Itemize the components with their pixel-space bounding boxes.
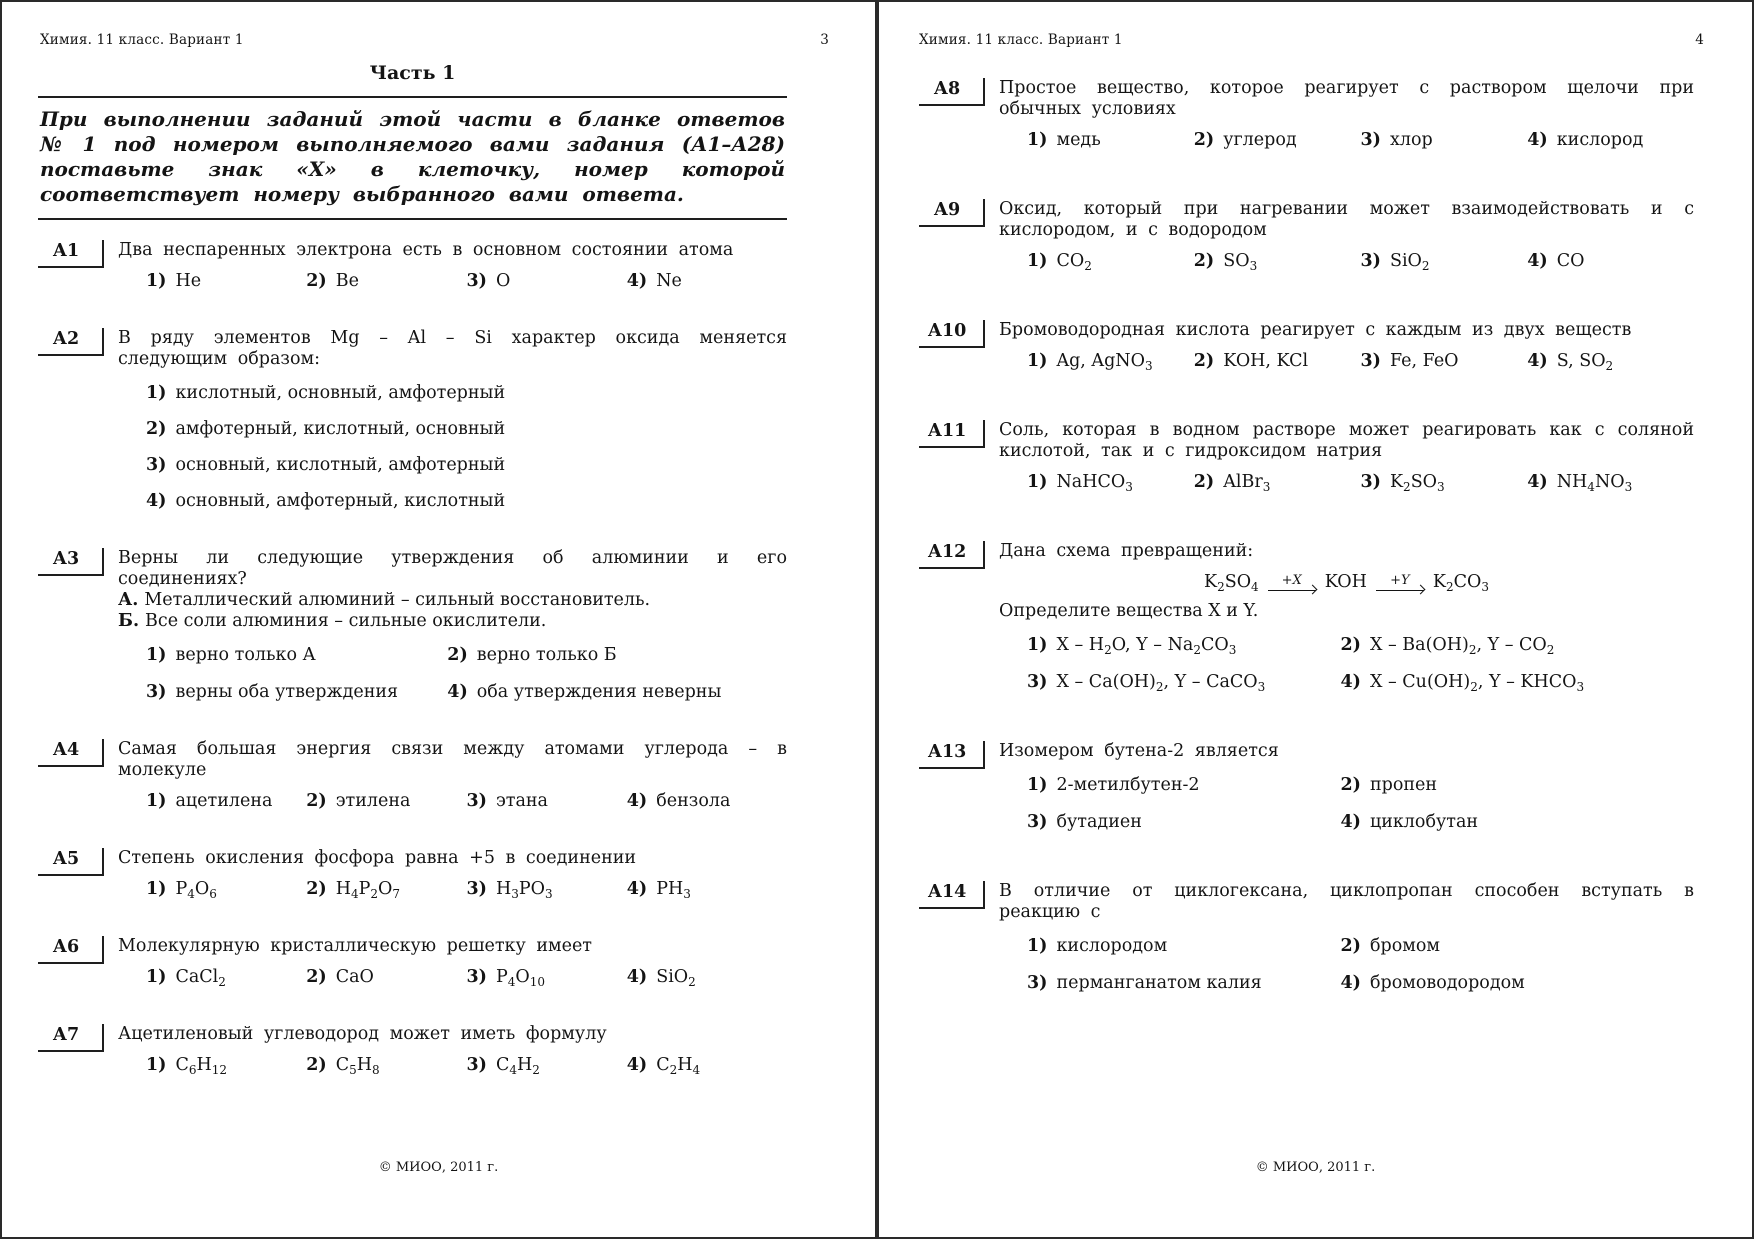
- question-stem: Степень окисления фосфора равна +5 в соединении: [118, 848, 637, 868]
- option-number: 4): [447, 682, 468, 702]
- right-arrow-icon: [1268, 590, 1316, 591]
- options: [118, 967, 787, 988]
- option-text: CO: [1556, 251, 1585, 271]
- option-text: ацетилена: [175, 791, 273, 811]
- question-stem: Соль, которая в водном растворе может реагировать как с соляной кислотой, так и с гидроксидом натрия: [999, 420, 1694, 461]
- option-2: [447, 645, 787, 666]
- question-body: [985, 199, 1694, 272]
- option-text: AlBr$_3$: [1223, 472, 1271, 494]
- options: [999, 936, 1694, 994]
- option-2: [1340, 635, 1694, 656]
- option-text: циклобутан: [1369, 812, 1479, 832]
- question-stem: Дана схема превращений:: [999, 541, 1254, 561]
- option-4: [627, 271, 787, 292]
- options: [118, 271, 787, 292]
- option-text: этана: [495, 791, 548, 811]
- option-text: $SO_3$: [1223, 251, 1258, 273]
- question-number: А1: [38, 240, 104, 268]
- page-content: [2, 62, 875, 1112]
- option-4: [146, 491, 787, 512]
- option-text: $C_6H_{12}$: [175, 1055, 228, 1077]
- option-number: 1): [1027, 130, 1048, 150]
- option-4: [1527, 351, 1694, 372]
- part-title: Часть 1: [369, 62, 456, 84]
- option-text: X – $Cu(OH)_2$, Y – $KHCO_3$: [1369, 672, 1585, 694]
- option-text: медь: [1056, 130, 1101, 150]
- option-number: 2): [146, 419, 167, 439]
- option-text: кислотный, основный, амфотерный: [175, 383, 506, 403]
- question-body: [104, 240, 787, 292]
- option-text: Ag, AgNO$_3$: [1056, 351, 1153, 373]
- questions-column-left: [38, 240, 787, 1076]
- option-4: [1527, 251, 1694, 272]
- right-arrow-icon: [1376, 590, 1424, 591]
- option-3: [1027, 812, 1340, 833]
- question-number: А6: [38, 936, 104, 964]
- option-2: [146, 419, 787, 440]
- option-text: $K_2SO_3$: [1389, 472, 1445, 494]
- option-number: 1): [146, 1055, 167, 1075]
- option-number: 3): [1360, 351, 1381, 371]
- question-number: А8: [919, 78, 985, 106]
- option-2: [306, 879, 466, 900]
- question-number: А10: [919, 320, 985, 348]
- option-text: бромом: [1369, 936, 1440, 956]
- page-footer: © МИОО, 2011 г.: [378, 1160, 499, 1175]
- option-text: NaHCO$_3$: [1056, 472, 1133, 494]
- option-text: бензола: [656, 791, 731, 811]
- options: [118, 1055, 787, 1076]
- option-text: $H_3PO_3$: [495, 879, 553, 901]
- option-number: 4): [1340, 812, 1361, 832]
- option-number: 4): [146, 491, 167, 511]
- question-а10: [919, 320, 1694, 372]
- option-2: [1194, 251, 1361, 272]
- question-body: [985, 420, 1694, 493]
- option-number: 3): [1027, 672, 1048, 692]
- options: [999, 472, 1694, 493]
- statement: [118, 590, 787, 611]
- arrow-label-2: +Y: [1390, 573, 1410, 588]
- option-3: [467, 791, 627, 812]
- option-number: 1): [146, 271, 167, 291]
- question-body: [104, 548, 787, 703]
- option-text: O: [495, 271, 511, 291]
- option-text: перманганатом калия: [1056, 973, 1262, 993]
- scheme-product: $K_2CO_3$: [1432, 572, 1490, 594]
- option-number: 4): [626, 791, 648, 811]
- statement: [118, 611, 787, 632]
- option-number: 2): [306, 791, 327, 811]
- question-а4: [38, 739, 787, 812]
- options: [999, 351, 1694, 372]
- option-number: 3): [1360, 130, 1381, 150]
- options: [999, 251, 1694, 272]
- question-body: [985, 741, 1694, 833]
- question-number: А4: [38, 739, 104, 767]
- option-text: $PH_3$: [656, 879, 691, 901]
- option-1: [1027, 130, 1194, 151]
- options: [118, 383, 787, 512]
- question-stem: В отличие от циклогексана, циклопропан способен вступать в реакцию с: [999, 881, 1694, 922]
- options: [118, 645, 787, 703]
- option-4: [627, 879, 787, 900]
- question-stem: Ацетиленовый углеводород может иметь формулу: [118, 1024, 607, 1044]
- page-number: 4: [1695, 32, 1704, 48]
- option-text: кислородом: [1056, 936, 1168, 956]
- option-text: Ne: [656, 271, 682, 291]
- option-text: основный, амфотерный, кислотный: [175, 491, 506, 511]
- option-text: Be: [335, 271, 359, 291]
- option-number: 2): [1340, 775, 1361, 795]
- option-text: $P_4O_6$: [175, 879, 217, 901]
- option-3: [1027, 672, 1340, 693]
- option-text: амфотерный, кислотный, основный: [175, 419, 506, 439]
- question-number: А11: [919, 420, 985, 448]
- option-number: 1): [1027, 351, 1048, 371]
- question-body: [104, 739, 787, 812]
- option-3: [1361, 472, 1528, 493]
- question-number: А9: [919, 199, 985, 227]
- option-text: $C_4H_2$: [495, 1055, 540, 1077]
- running-title: Химия. 11 класс. Вариант 1: [919, 32, 1123, 48]
- page-4: [877, 2, 1752, 1237]
- option-1: [146, 383, 787, 404]
- option-text: S, $SO_2$: [1556, 351, 1614, 373]
- option-text: X – $Ba(OH)_2$, Y – $CO_2$: [1369, 635, 1555, 657]
- option-text: KOH, KCl: [1223, 351, 1309, 371]
- option-number: 2): [306, 271, 327, 291]
- option-text: X – $Ca(OH)_2$, Y – CaCO$_3$: [1056, 672, 1266, 694]
- option-number: 4): [1527, 130, 1548, 150]
- option-number: 4): [1340, 973, 1361, 993]
- option-1: [1027, 775, 1340, 796]
- option-1: [1027, 635, 1340, 656]
- question-а6: [38, 936, 787, 988]
- option-number: 1): [146, 967, 167, 987]
- option-2: [306, 967, 466, 988]
- question-а5: [38, 848, 787, 900]
- options: [999, 775, 1694, 833]
- option-number: 2): [1193, 130, 1215, 150]
- question-subtext: Определите вещества X и Y.: [999, 601, 1259, 621]
- question-body: [104, 328, 787, 512]
- option-text: $CO_2$: [1056, 251, 1092, 273]
- questions-column-right: [919, 78, 1694, 994]
- option-number: 1): [146, 791, 167, 811]
- question-number: А5: [38, 848, 104, 876]
- option-number: 3): [466, 791, 487, 811]
- statement-text: Все соли алюминия – сильные окислители.: [145, 611, 547, 631]
- option-4: [627, 1055, 787, 1076]
- option-4: [447, 682, 787, 703]
- option-text: $P_4O_{10}$: [495, 967, 546, 989]
- option-3: [1361, 351, 1528, 372]
- option-3: [1361, 130, 1528, 151]
- option-number: 2): [1193, 351, 1215, 371]
- option-number: 4): [626, 879, 648, 899]
- option-1: [146, 645, 447, 666]
- options: [999, 635, 1694, 693]
- option-text: He: [175, 271, 202, 291]
- arrow-label-1: +X: [1281, 573, 1302, 588]
- question-stem: Оксид, который при нагревании может взаимодействовать и с кислородом, и с водородом: [999, 199, 1694, 240]
- question-stem: Самая большая энергия связи между атомами углерода – в молекуле: [118, 739, 787, 780]
- option-number: 2): [306, 879, 327, 899]
- option-3: [146, 682, 447, 703]
- instruction-box: При выполнении заданий этой части в бланке ответов № 1 под номером выполняемого вами задания (А1–А28) поставьте знак «Х» в клеточку, номер которой соответствует номеру выбранного вами ответа.: [38, 96, 787, 220]
- question-stem: Простое вещество, которое реагирует с раствором щелочи при обычных условиях: [999, 78, 1694, 119]
- option-number: 3): [466, 967, 487, 987]
- option-4: [1340, 672, 1694, 693]
- question-stem: Бромоводородная кислота реагирует с каждым из двух веществ: [999, 320, 1632, 340]
- question-а2: [38, 328, 787, 512]
- option-number: 2): [1340, 635, 1361, 655]
- option-text: Fe, FeO: [1389, 351, 1459, 371]
- option-text: CaCl$_2$: [175, 967, 226, 989]
- statement-text: Металлический алюминий – сильный восстановитель.: [144, 590, 651, 610]
- scheme-intermediate: KOH: [1324, 572, 1367, 592]
- option-2: [1194, 472, 1361, 493]
- option-number: 4): [1527, 351, 1548, 371]
- option-2: [1194, 130, 1361, 151]
- option-4: [627, 967, 787, 988]
- option-3: [467, 1055, 627, 1076]
- option-number: 3): [1027, 973, 1048, 993]
- option-text: $NH_4NO_3$: [1556, 472, 1633, 494]
- option-number: 2): [447, 645, 468, 665]
- question-body: [985, 541, 1694, 693]
- option-4: [1527, 472, 1694, 493]
- option-number: 3): [466, 879, 487, 899]
- reaction-arrow-1: [1268, 574, 1316, 591]
- question-number: А12: [919, 541, 985, 569]
- option-number: 2): [1193, 251, 1215, 271]
- option-number: 4): [626, 271, 648, 291]
- option-number: 4): [1340, 672, 1361, 692]
- option-3: [1027, 973, 1340, 994]
- option-text: $H_4P_2O_7$: [335, 879, 401, 901]
- option-number: 3): [146, 455, 167, 475]
- option-number: 2): [1340, 936, 1361, 956]
- question-body: [104, 936, 787, 988]
- option-number: 4): [626, 967, 648, 987]
- question-body: [985, 320, 1694, 372]
- option-number: 1): [146, 879, 167, 899]
- option-1: [1027, 936, 1340, 957]
- question-а8: [919, 78, 1694, 151]
- option-4: [1340, 973, 1694, 994]
- scheme-reactant: $K_2SO_4$: [1203, 572, 1259, 594]
- question-body: [985, 78, 1694, 151]
- question-а12: [919, 541, 1694, 693]
- option-4: [1527, 130, 1694, 151]
- option-text: пропен: [1369, 775, 1438, 795]
- option-1: [146, 1055, 306, 1076]
- question-number: А2: [38, 328, 104, 356]
- option-text: этилена: [335, 791, 411, 811]
- option-2: [306, 271, 466, 292]
- page-content: [879, 78, 1752, 1042]
- option-number: 3): [466, 1055, 487, 1075]
- question-а7: [38, 1024, 787, 1076]
- option-number: 1): [1027, 635, 1048, 655]
- option-number: 2): [1193, 472, 1215, 492]
- options: [118, 879, 787, 900]
- option-number: 4): [626, 1055, 648, 1075]
- option-text: 2-метилбутен-2: [1056, 775, 1200, 795]
- option-number: 3): [466, 271, 487, 291]
- question-а13: [919, 741, 1694, 833]
- option-number: 1): [146, 383, 167, 403]
- question-а3: [38, 548, 787, 703]
- option-text: SiO$_2$: [656, 967, 696, 989]
- question-number: А3: [38, 548, 104, 576]
- page-footer: © МИОО, 2011 г.: [1255, 1160, 1376, 1175]
- question-stem: В ряду элементов Mg – Al – Si характер оксида меняется следующим образом:: [118, 328, 787, 369]
- option-text: бромоводородом: [1369, 973, 1525, 993]
- option-number: 3): [1027, 812, 1048, 832]
- question-а9: [919, 199, 1694, 272]
- running-title: Химия. 11 класс. Вариант 1: [40, 32, 244, 48]
- option-3: [467, 271, 627, 292]
- options: [118, 791, 787, 812]
- option-2: [306, 791, 466, 812]
- option-3: [1361, 251, 1528, 272]
- option-number: 3): [1360, 251, 1381, 271]
- statement-letter: Б.: [118, 611, 140, 631]
- option-number: 1): [1027, 775, 1048, 795]
- option-1: [146, 879, 306, 900]
- page-number: 3: [820, 32, 829, 48]
- option-number: 2): [306, 1055, 327, 1075]
- question-number: А13: [919, 741, 985, 769]
- option-text: $C_5H_8$: [335, 1055, 380, 1077]
- option-1: [1027, 472, 1194, 493]
- option-text: SiO$_2$: [1389, 251, 1430, 273]
- statement-letter: А.: [118, 590, 139, 610]
- question-body: [985, 881, 1694, 994]
- option-3: [467, 967, 627, 988]
- option-2: [1194, 351, 1361, 372]
- option-text: верны оба утверждения: [175, 682, 399, 702]
- page-header: [879, 32, 1752, 48]
- option-number: 1): [1027, 936, 1048, 956]
- option-text: оба утверждения неверны: [476, 682, 722, 702]
- option-3: [146, 455, 787, 476]
- question-body: [104, 848, 787, 900]
- option-2: [1340, 936, 1694, 957]
- page-3: [2, 2, 877, 1237]
- option-1: [146, 967, 306, 988]
- option-text: $C_2H_4$: [656, 1055, 701, 1077]
- option-1: [146, 791, 306, 812]
- option-number: 4): [1527, 251, 1548, 271]
- option-number: 1): [1027, 251, 1048, 271]
- question-body: [104, 1024, 787, 1076]
- question-а11: [919, 420, 1694, 493]
- option-text: основный, кислотный, амфотерный: [175, 455, 506, 475]
- option-text: X – $H_2O$, Y – $Na_2CO_3$: [1056, 635, 1237, 657]
- option-number: 1): [1027, 472, 1048, 492]
- options: [999, 130, 1694, 151]
- option-text: хлор: [1389, 130, 1433, 150]
- question-number: А7: [38, 1024, 104, 1052]
- reaction-scheme: [999, 572, 1694, 593]
- option-text: верно только А: [175, 645, 316, 665]
- question-stem: Изомером бутена-2 является: [999, 741, 1279, 761]
- question-а1: [38, 240, 787, 292]
- option-text: бутадиен: [1056, 812, 1142, 832]
- question-number: А14: [919, 881, 985, 909]
- option-number: 3): [146, 682, 167, 702]
- option-4: [1340, 812, 1694, 833]
- question-а14: [919, 881, 1694, 994]
- option-text: углерод: [1223, 130, 1297, 150]
- option-1: [1027, 351, 1194, 372]
- option-number: 1): [146, 645, 167, 665]
- question-stem: Молекулярную кристаллическую решетку имеет: [118, 936, 592, 956]
- question-stem: Верны ли следующие утверждения об алюминии и его соединениях?: [118, 548, 787, 589]
- reaction-arrow-2: [1376, 574, 1424, 591]
- option-2: [306, 1055, 466, 1076]
- option-text: верно только Б: [476, 645, 617, 665]
- option-text: CaO: [335, 967, 374, 987]
- option-4: [627, 791, 787, 812]
- option-number: 4): [1527, 472, 1548, 492]
- page-header: [2, 32, 875, 48]
- option-3: [467, 879, 627, 900]
- option-1: [1027, 251, 1194, 272]
- option-text: кислород: [1556, 130, 1644, 150]
- option-1: [146, 271, 306, 292]
- option-number: 3): [1360, 472, 1381, 492]
- option-number: 2): [306, 967, 327, 987]
- question-stem: Два неспаренных электрона есть в основном состоянии атома: [118, 240, 734, 260]
- option-2: [1340, 775, 1694, 796]
